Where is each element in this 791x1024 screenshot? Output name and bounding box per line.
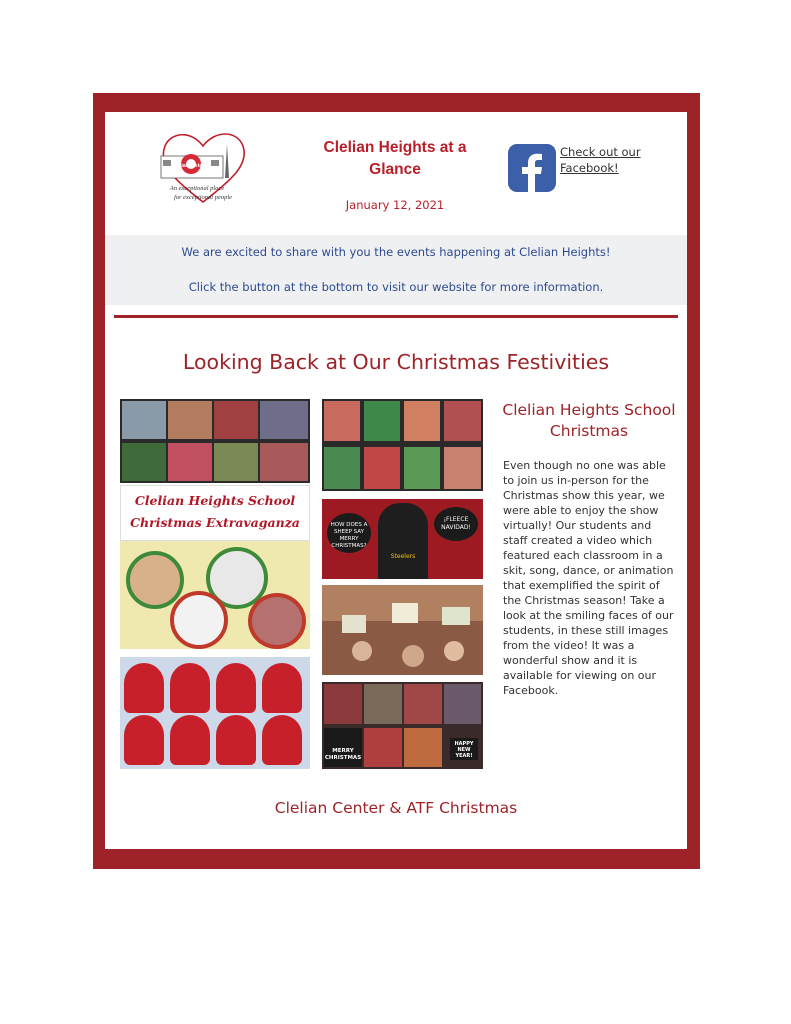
story-body: Even though no one was able to join us in-person for the Christmas show this year, we were able to enjoy the show virtually! Our students and staff created a video which featured each classroom in a skit, song, dance, or animation that exemplified the spirit of the Christmas season! Take a look at the smiling faces of our students, in these still images from the video! It was a wonderful show and it is available for viewing on our Facebook. [503, 459, 674, 697]
students-costume-photo [120, 541, 310, 649]
logo-tagline-line2: for exceptional people [173, 194, 233, 201]
clelian-heights-logo [153, 124, 253, 212]
story-heading: Clelian Heights School Christmas [502, 401, 676, 440]
shirt-text: Steelers [390, 553, 416, 560]
logo-org-text: Clelian Heights [171, 163, 211, 169]
newsletter-frame [93, 93, 700, 869]
holiday-greetings-photo [322, 682, 483, 769]
joke-bubble: HOW DOES A SHEEP SAY MERRY CHRISTMAS? [327, 513, 371, 553]
newsletter-title: Clelian Heights at a Glance [323, 139, 467, 178]
elf-hats-photo [322, 399, 483, 491]
banner-line-1: Clelian Heights School [134, 493, 296, 508]
new-year-sign: HAPPY NEW YEAR! [450, 738, 478, 760]
intro-line-1: We are excited to share with you the events happening at Clelian Heights! [181, 245, 611, 259]
fleece-navidad-photo [322, 499, 483, 579]
intro-band [105, 235, 687, 305]
logo-tagline-line1: An exceptional place [169, 185, 225, 192]
newsletter-date: January 12, 2021 [345, 198, 445, 212]
zoom-grid-photo [120, 399, 310, 483]
facebook-icon[interactable] [508, 144, 556, 192]
section-heading: Looking Back at Our Christmas Festivities [182, 350, 610, 374]
section-divider [114, 315, 678, 318]
newsletter-body [105, 112, 687, 849]
banner-line-2: Christmas Extravaganza [130, 515, 300, 530]
christmas-photo-collage [120, 399, 483, 769]
next-section-heading: Clelian Center & ATF Christmas [274, 799, 518, 817]
classroom-signs-photo [322, 585, 483, 675]
answer-bubble: ¡FLEECE NAVIDAD! [434, 507, 478, 541]
intro-line-2: Click the button at the bottom to visit our website for more information. [188, 280, 604, 294]
merry-christmas-sign: MERRY CHRISTMAS [324, 728, 362, 767]
extravaganza-banner [120, 485, 310, 541]
santa-photo [120, 657, 310, 769]
facebook-link[interactable]: Check out our Facebook! [560, 145, 641, 175]
